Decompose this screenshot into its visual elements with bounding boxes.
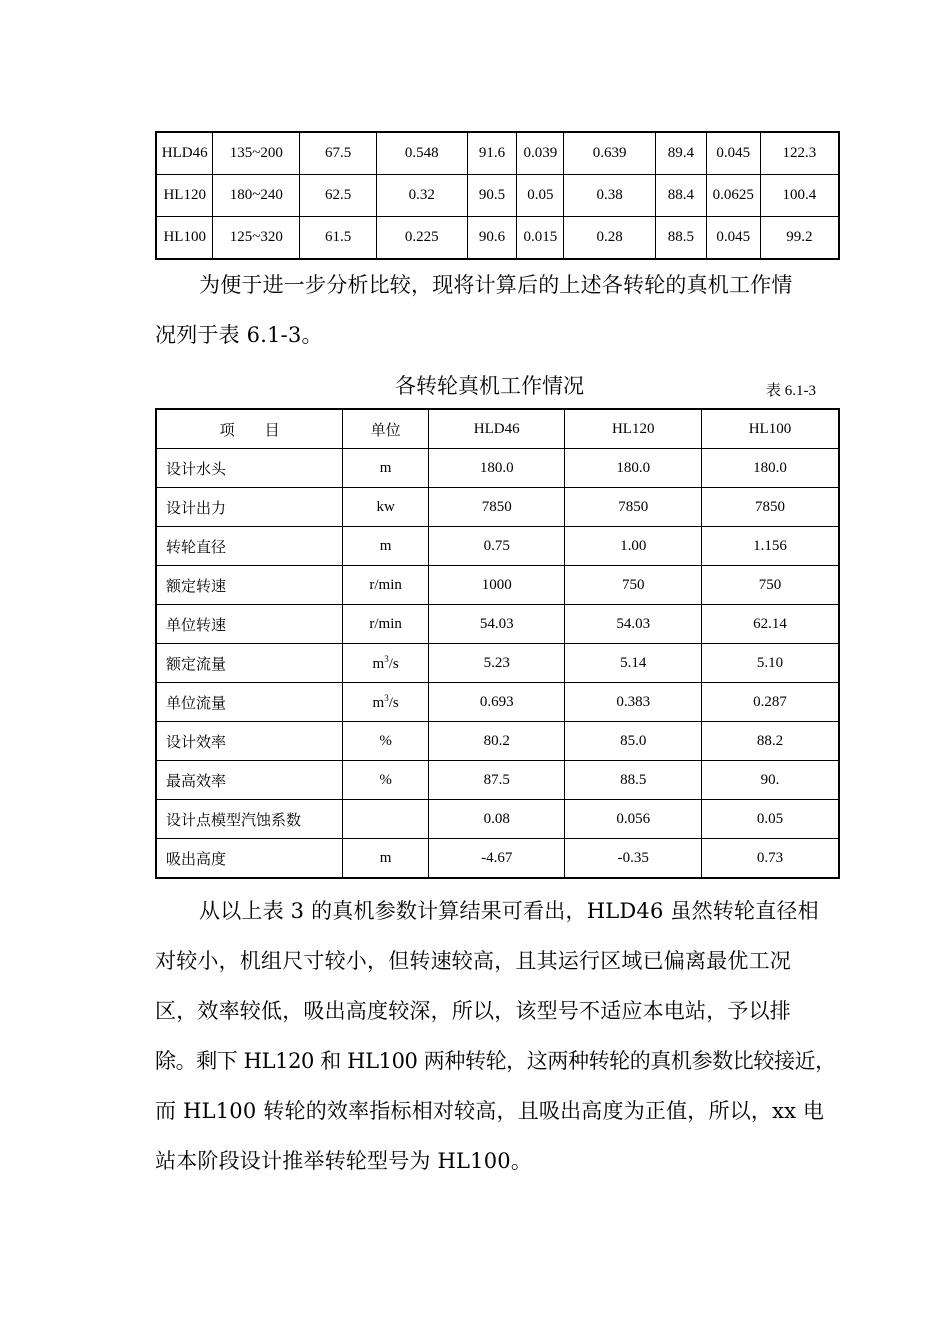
table-cell: HL100 — [156, 217, 213, 260]
unit-cell — [343, 683, 429, 722]
paragraph-line: 区，效率较低，吸出高度较深，所以，该型号不适应本电站，予以排 — [155, 999, 791, 1023]
value-cell: 0.08 — [428, 800, 565, 839]
unit-cell — [343, 644, 429, 683]
value-cell: 62.14 — [701, 605, 839, 644]
value-cell: 180.0 — [428, 449, 565, 488]
table-cell: 0.548 — [376, 132, 467, 175]
table-row — [156, 449, 839, 488]
unit-cell: m — [343, 527, 429, 566]
header-cell: HL120 — [565, 409, 701, 449]
item-cell: 额定转速 — [156, 566, 343, 605]
table-cell: 67.5 — [300, 132, 377, 175]
unit-cell: % — [343, 761, 429, 800]
value-cell: 80.2 — [428, 722, 565, 761]
header-cell: HLD46 — [428, 409, 565, 449]
table-cell: 90.5 — [467, 175, 517, 217]
table-cell: 88.4 — [655, 175, 706, 217]
table-cell: HLD46 — [156, 132, 213, 175]
value-cell: 88.5 — [565, 761, 701, 800]
paragraph-line: 站本阶段设计推举转轮型号为 HL100。 — [155, 1149, 533, 1173]
unit-cell: r/min — [343, 605, 429, 644]
value-cell: 1.156 — [701, 527, 839, 566]
unit-cell: r/min — [343, 566, 429, 605]
item-cell: 单位流量 — [156, 683, 343, 722]
table-cell: 91.6 — [467, 132, 517, 175]
table-cell: 0.0625 — [706, 175, 760, 217]
value-cell: 180.0 — [565, 449, 701, 488]
table-row — [156, 800, 839, 839]
item-cell: 最高效率 — [156, 761, 343, 800]
table-cell: 90.6 — [467, 217, 517, 260]
item-cell: 设计水头 — [156, 449, 343, 488]
table-cell: 0.639 — [564, 132, 656, 175]
unit-cell — [343, 800, 429, 839]
table-cell: 88.5 — [655, 217, 706, 260]
item-cell: 额定流量 — [156, 644, 343, 683]
unit-cell: m — [343, 839, 429, 879]
table-cell: 125~320 — [213, 217, 300, 260]
item-cell: 吸出高度 — [156, 839, 343, 879]
paragraph-line: 对较小，机组尺寸较小，但转速较高，且其运行区域已偏离最优工况 — [155, 949, 791, 973]
unit-tail: /s — [388, 694, 399, 711]
top-table-body — [156, 132, 839, 259]
value-cell: 54.03 — [565, 605, 701, 644]
item-cell: 单位转速 — [156, 605, 343, 644]
value-cell: 54.03 — [428, 605, 565, 644]
value-cell: 7850 — [701, 488, 839, 527]
table-row — [156, 605, 839, 644]
table-row — [156, 761, 839, 800]
table-title: 各转轮真机工作情况 — [395, 374, 584, 398]
table-cell: 99.2 — [760, 217, 839, 260]
unit-tail: /s — [388, 655, 399, 672]
value-cell: 90. — [701, 761, 839, 800]
table-row — [156, 644, 839, 683]
table-cell: 0.045 — [706, 132, 760, 175]
item-cell: 设计点模型汽蚀系数 — [156, 800, 343, 839]
table-cell: 0.05 — [517, 175, 564, 217]
unit-cell: % — [343, 722, 429, 761]
table-cell: 180~240 — [213, 175, 300, 217]
value-cell: -4.67 — [428, 839, 565, 879]
paragraph-line: 除。剩下 HL120 和 HL100 两种转轮，这两种转轮的真机参数比较接近， — [155, 1049, 836, 1073]
value-cell: 0.75 — [428, 527, 565, 566]
table-header-row — [156, 409, 839, 449]
value-cell: 5.14 — [565, 644, 701, 683]
value-cell: 0.05 — [701, 800, 839, 839]
table-number: 表 6.1-3 — [766, 383, 816, 399]
table-cell: 0.039 — [517, 132, 564, 175]
unit-cell: kw — [343, 488, 429, 527]
paragraph-line: 为便于进一步分析比较，现将计算后的上述各转轮的真机工作情 — [199, 273, 793, 297]
table-cell: 0.28 — [564, 217, 656, 260]
conclusion-paragraph — [155, 886, 845, 1186]
value-cell: 0.693 — [428, 683, 565, 722]
table-row — [156, 722, 839, 761]
header-cell: HL100 — [701, 409, 839, 449]
table-row — [156, 175, 839, 217]
table-cell: 135~200 — [213, 132, 300, 175]
runner-performance-table — [155, 408, 840, 879]
header-cell: 项 目 — [156, 409, 343, 449]
unit-base: m — [372, 655, 385, 672]
value-cell: 0.056 — [565, 800, 701, 839]
main-table-body — [156, 409, 839, 878]
top-comparison-table — [155, 131, 840, 260]
unit-base: m — [372, 694, 385, 711]
item-cell: 设计效率 — [156, 722, 343, 761]
table-row — [156, 488, 839, 527]
value-cell: 85.0 — [565, 722, 701, 761]
table-row — [156, 839, 839, 879]
table-cell: 122.3 — [760, 132, 839, 175]
value-cell: 750 — [701, 566, 839, 605]
value-cell: 87.5 — [428, 761, 565, 800]
header-cell: 单位 — [343, 409, 429, 449]
paragraph-line: 况列于表 6.1-3。 — [155, 323, 323, 347]
value-cell: 7850 — [428, 488, 565, 527]
value-cell: 750 — [565, 566, 701, 605]
table-row — [156, 217, 839, 260]
value-cell: 180.0 — [701, 449, 839, 488]
value-cell: 5.23 — [428, 644, 565, 683]
table-row — [156, 683, 839, 722]
item-cell: 转轮直径 — [156, 527, 343, 566]
table-cell: 0.225 — [376, 217, 467, 260]
unit-exponent: 3 — [384, 692, 389, 703]
intro-paragraph — [155, 260, 845, 360]
paragraph-line: 而 HL100 转轮的效率指标相对较高，且吸出高度为正值，所以，xx 电 — [155, 1099, 825, 1123]
table-cell: 89.4 — [655, 132, 706, 175]
value-cell: 1000 — [428, 566, 565, 605]
item-cell: 设计出力 — [156, 488, 343, 527]
value-cell: 0.383 — [565, 683, 701, 722]
value-cell: 0.287 — [701, 683, 839, 722]
table-cell: 61.5 — [300, 217, 377, 260]
unit-cell: m — [343, 449, 429, 488]
table-row — [156, 527, 839, 566]
value-cell: 5.10 — [701, 644, 839, 683]
value-cell: 88.2 — [701, 722, 839, 761]
value-cell: -0.35 — [565, 839, 701, 879]
table-cell: 0.38 — [564, 175, 656, 217]
table-row — [156, 132, 839, 175]
table-row — [156, 566, 839, 605]
value-cell: 0.73 — [701, 839, 839, 879]
unit-exponent: 3 — [384, 653, 389, 664]
paragraph-line: 从以上表 3 的真机参数计算结果可看出，HLD46 虽然转轮直径相 — [199, 899, 819, 923]
table-cell: 62.5 — [300, 175, 377, 217]
value-cell: 7850 — [565, 488, 701, 527]
value-cell: 1.00 — [565, 527, 701, 566]
table-cell: 0.045 — [706, 217, 760, 260]
table-cell: HL120 — [156, 175, 213, 217]
table-cell: 100.4 — [760, 175, 839, 217]
table-cell: 0.32 — [376, 175, 467, 217]
table-cell: 0.015 — [517, 217, 564, 260]
